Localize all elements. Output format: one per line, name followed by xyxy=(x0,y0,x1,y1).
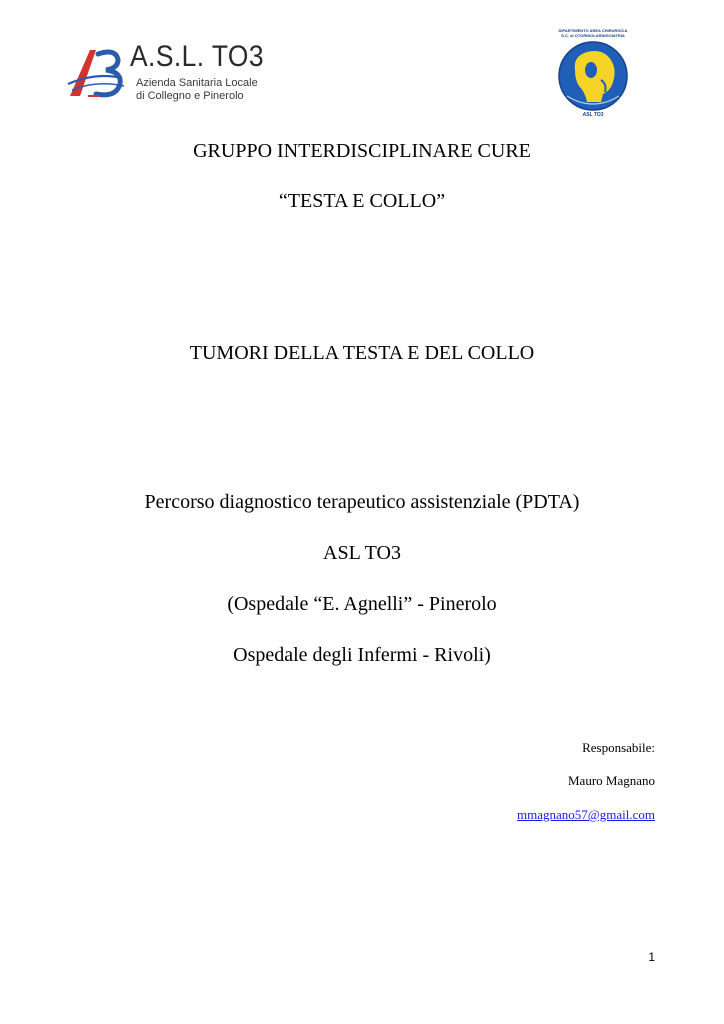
document-subject: TUMORI DELLA TESTA E DEL COLLO xyxy=(189,342,535,364)
ent-head-emblem-icon xyxy=(557,40,629,112)
group-title: GRUPPO INTERDISCIPLINARE CURE xyxy=(193,140,531,162)
pdta-line: Percorso diagnostico terapeutico assistenziale (PDTA) xyxy=(144,491,580,513)
responsible-label: Responsabile: xyxy=(582,740,655,755)
asl-logo-subtitle-1: Azienda Sanitaria Locale xyxy=(136,77,258,89)
responsible-name: Mauro Magnano xyxy=(567,773,655,788)
page-number: 1 xyxy=(648,950,655,964)
asl-logo-mark-icon xyxy=(66,44,128,102)
responsible-email-link[interactable]: mmagnano57@gmail.com xyxy=(517,807,655,822)
asl-logo-title: A.S.L. TO3 xyxy=(130,40,265,73)
hospital-pinerolo-line: (Ospedale “E. Agnelli” - Pinerolo xyxy=(227,593,497,615)
department-logo-line-1: DIPARTIMENTO AREA CHIRURGICA xyxy=(558,28,628,33)
asl-line: ASL TO3 xyxy=(323,542,401,564)
department-logo xyxy=(551,28,635,120)
department-logo-text xyxy=(551,28,635,38)
hospital-rivoli-line: Ospedale degli Infermi - Rivoli) xyxy=(233,644,491,666)
asl-logo-subtitle-2: di Collegno e Pinerolo xyxy=(136,90,244,102)
department-logo-footer: ASL TO3 xyxy=(582,112,604,118)
group-subtitle: “TESTA E COLLO” xyxy=(278,190,446,212)
asl-to3-logo xyxy=(66,40,266,104)
department-logo-line-2: S.C. di OTORINOLARINGOIATRIA xyxy=(561,33,625,38)
